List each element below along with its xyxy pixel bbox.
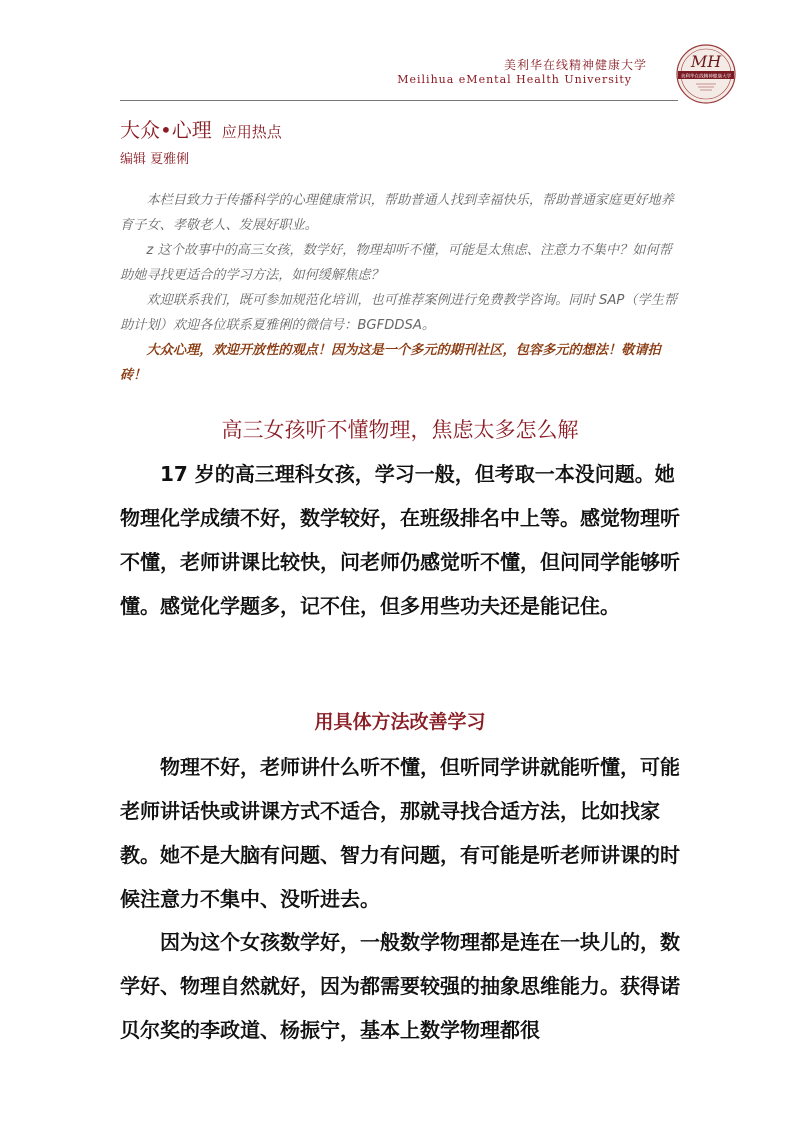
article-body-2 — [120, 745, 680, 921]
header-divider — [120, 100, 678, 101]
article-body-1 — [120, 452, 680, 628]
section-heading: 用具体方法改善学习 — [314, 711, 486, 733]
svg-text:美利华在线精神健康大学: 美利华在线精神健康大学 — [680, 74, 732, 80]
article-title: 高三女孩听不懂物理，焦虑太多怎么解 — [221, 418, 579, 442]
column-subtitle: 应用热点 — [221, 123, 282, 141]
intro-paragraph: 欢迎联系我们，既可参加规范化培训，也可推荐案例进行免费教学咨询。同时 SAP（学生帮助计划）欢迎各位联系夏雅俐的微信号：BGFDDSA。 — [120, 293, 678, 333]
intro-paragraph: z 这个故事中的高三女孩，数学好，物理却听不懂，可能是太焦虑、注意力不集中？如何帮助她寻找更适合的学习方法，如何缓解焦虑？ — [120, 243, 672, 283]
column-title — [120, 114, 282, 143]
column-intro — [120, 188, 680, 388]
intro-paragraph: 本栏目致力于传播科学的心理健康常识，帮助普通人找到幸福快乐，帮助普通家庭更好地养育子女、孝敬老人、发展好职业。 — [120, 193, 674, 233]
body-paragraph: 因为这个女孩数学好，一般数学物理都是连在一块儿的，数学好、物理自然就好，因为都需要较强的抽象思维能力。获得诺贝尔奖的李政道、杨振宁，基本上数学物理都很 — [120, 930, 680, 1042]
intro-highlight: 大众心理，欢迎开放性的观点！因为这是一个多元的期刊社区，包容多元的想法！敬请拍砖！ — [120, 343, 661, 383]
editor-credit: 编辑 夏雅俐 — [120, 152, 190, 167]
body-paragraph: 物理不好，老师讲什么听不懂，但听同学讲就能听懂，可能老师讲话快或讲课方式不适合，那就寻找合适方法，比如找家教。她不是大脑有问题、智力有问题，有可能是听老师讲课的时候注意力不集中、没听进去。 — [120, 755, 680, 911]
university-name-cn: 美利华在线精神健康大学 — [503, 58, 647, 72]
university-logo-icon — [676, 44, 736, 104]
column-name: 大众•心理 — [120, 118, 212, 142]
page-header — [0, 0, 800, 110]
article-body-3 — [120, 920, 680, 1052]
body-paragraph: 17 岁的高三理科女孩，学习一般，但考取一本没问题。她物理化学成绩不好，数学较好，在班级排名中上等。感觉物理听不懂，老师讲课比较快，问老师仍感觉听不懂，但问同学能够听懂。感觉化学题多，记不住，但多用些功夫还是能记住。 — [120, 462, 680, 618]
svg-text:MH: MH — [690, 52, 722, 71]
university-name-en: Meilihua eMental Health University — [397, 73, 632, 86]
